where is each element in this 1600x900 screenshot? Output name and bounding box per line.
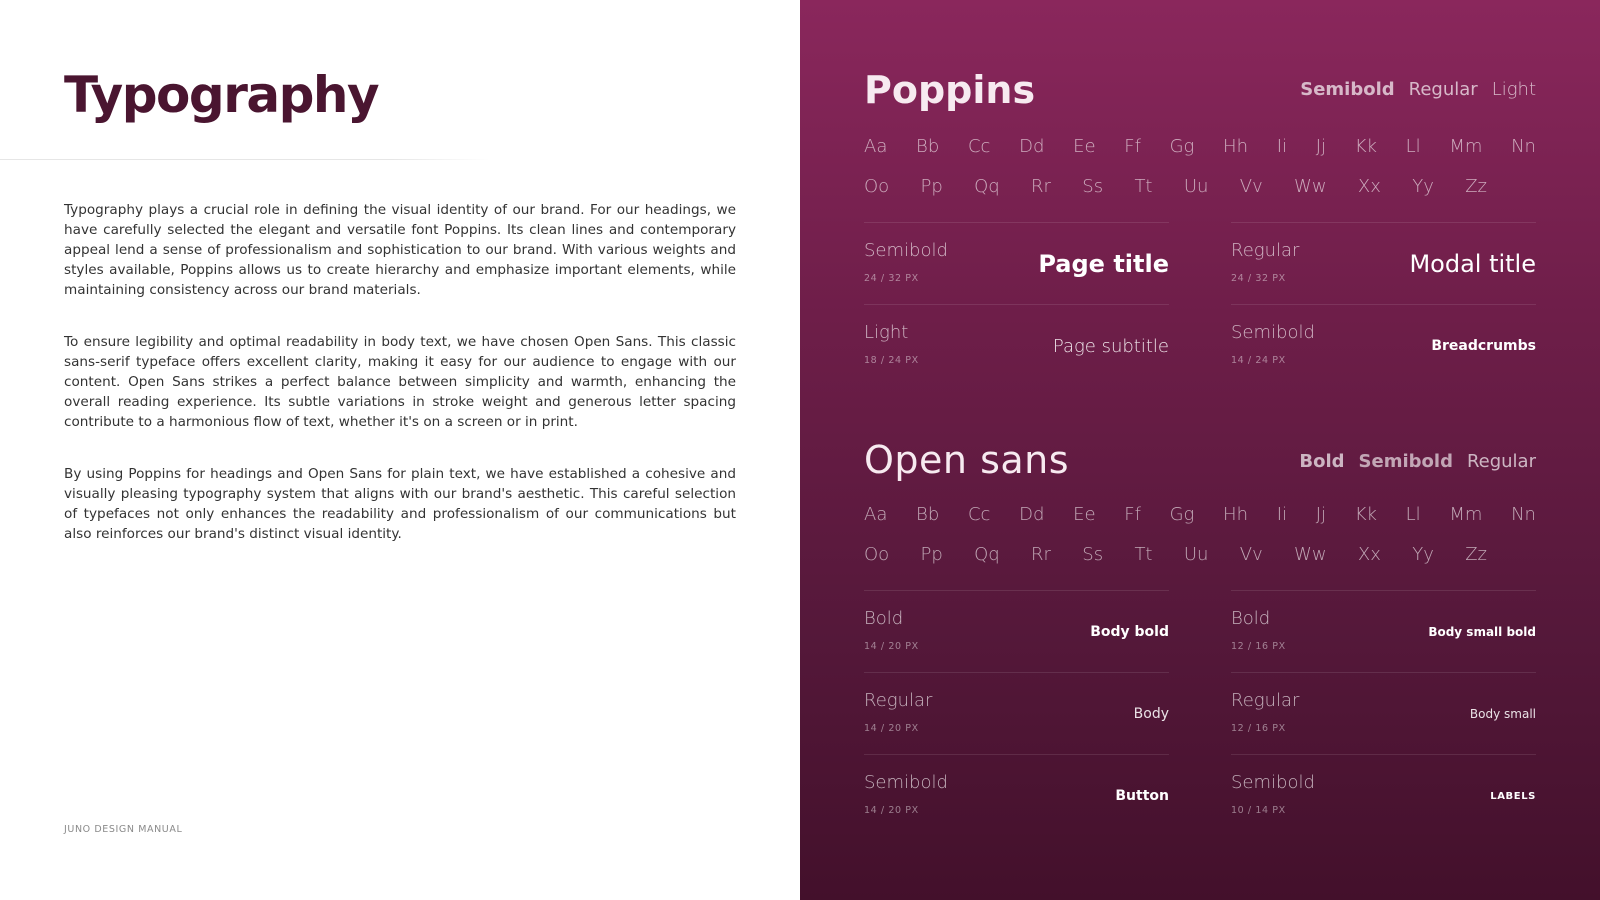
sample-weight: Regular [1231,240,1300,261]
sample-size: 10 / 14 PX [1231,805,1286,816]
glyph-pair: Yy [1412,543,1434,565]
sample-size: 24 / 32 PX [1231,273,1286,284]
sample-size: 14 / 20 PX [864,805,919,816]
glyph-pair: Zz [1465,175,1487,197]
poppins-title: Poppins [864,68,1036,112]
paragraph-summary: By using Poppins for headings and Open Sans for plain text, we have established a cohesive and visually pleasing typography system that aligns with our brand's aesthetic. This careful selection of typefaces not only enhances the readability and professionalism of our communications but also reinforces our brand's distinct visual identity. [64,466,736,542]
sample-weight: Semibold [864,240,948,261]
glyph-pair: Gg [1169,135,1195,157]
open-sans-alphabet [864,494,1536,574]
glyph-pair: Dd [1019,503,1045,525]
sample-demo: LABELS [1490,790,1536,802]
poppins-weights [1300,79,1536,100]
sample-weight: Regular [864,690,933,711]
glyph-pair: Uu [1183,175,1209,197]
glyph-pair: Ff [1124,135,1141,157]
sample-weight: Semibold [1231,772,1315,793]
glyph-pair: Ee [1073,503,1096,525]
page-title: Typography [64,66,379,124]
weight-semibold: Semibold [1300,79,1395,100]
glyph-pair: Zz [1465,543,1487,565]
glyph-pair: Ii [1276,503,1287,525]
sample-weight: Light [864,322,909,343]
glyph-pair: Qq [974,543,1000,565]
sample-page-subtitle [864,304,1169,387]
sample-weight: Regular [1231,690,1300,711]
glyph-pair: Ww [1294,543,1327,565]
sample-breadcrumbs [1231,304,1536,387]
sample-demo: Body bold [1090,624,1169,640]
glyph-pair: Pp [920,543,943,565]
open-sans-weights [1299,451,1536,472]
weight-regular: Regular [1408,79,1478,100]
sample-body-small [1231,672,1536,755]
glyph-pair: Ss [1082,175,1104,197]
glyph-pair: Dd [1019,135,1045,157]
sample-body [864,672,1169,755]
sample-demo: Body small bold [1428,625,1536,639]
paragraph-poppins: Typography plays a crucial role in defining the visual identity of our brand. For our headings, we have carefully selected the elegant and versatile font Poppins. Its clean lines and contemporary appeal lend a sense of professionalism and sophistication to our brand. With various weights and styles available, Poppins allows us to create hierarchy and emphasize important elements, while maintaining consistency across our brand materials. [64,202,736,298]
sample-modal-title [1231,222,1536,305]
sample-body-small-bold [1231,590,1536,673]
glyph-pair: Ii [1276,135,1287,157]
glyph-pair: Gg [1169,503,1195,525]
sample-demo: Body [1133,706,1169,722]
glyph-pair: Oo [864,175,890,197]
weight-semibold: Semibold [1358,451,1453,472]
glyph-pair: Bb [916,503,940,525]
weight-light: Light [1491,79,1536,100]
paragraph-open-sans: To ensure legibility and optimal readability in body text, we have chosen Open Sans. This classic sans-serif typeface offers excellent clarity, making it easy for our audience to engage with our content. Open Sans strikes a perfect balance between simplicity and warmth, enhancing the overall reading experience. Its subtle variations in stroke weight and generous letter spacing contribute to a harmonious flow of text, whether it's on a screen or in print. [64,334,736,430]
glyph-pair: Ss [1082,543,1104,565]
sample-body-bold [864,590,1169,673]
sample-size: 14 / 24 PX [1231,355,1286,366]
glyph-pair: Xx [1357,543,1381,565]
glyph-pair: Tt [1134,175,1153,197]
glyph-pair: Bb [916,135,940,157]
glyph-pair: Tt [1134,543,1153,565]
glyph-pair: Ll [1405,503,1421,525]
sample-labels [1231,754,1536,837]
glyph-pair: Oo [864,543,890,565]
glyph-pair: Hh [1223,135,1248,157]
sample-button [864,754,1169,837]
alphabet-row [864,494,1536,534]
manual-footer: JUNO DESIGN MANUAL [64,824,183,835]
sample-demo: Button [1115,788,1169,804]
glyph-pair: Ww [1294,175,1327,197]
glyph-pair: Rr [1031,543,1051,565]
sample-size: 14 / 20 PX [864,641,919,652]
weight-regular: Regular [1466,451,1536,472]
glyph-pair: Qq [974,175,1000,197]
glyph-pair: Jj [1315,135,1326,157]
glyph-pair: Vv [1239,543,1263,565]
weight-bold: Bold [1299,451,1345,472]
glyph-pair: Nn [1511,503,1536,525]
alphabet-row [864,126,1536,166]
glyph-pair: Cc [967,503,991,525]
sample-size: 24 / 32 PX [864,273,919,284]
glyph-pair: Ff [1124,503,1141,525]
title-divider [0,159,490,160]
poppins-alphabet [864,126,1536,206]
sample-demo: Page title [1038,250,1169,278]
sample-demo: Breadcrumbs [1431,338,1536,354]
sample-size: 14 / 20 PX [864,723,919,734]
glyph-pair: Cc [967,135,991,157]
alphabet-row [864,166,1487,206]
glyph-pair: Vv [1239,175,1263,197]
glyph-pair: Mm [1449,503,1483,525]
glyph-pair: Kk [1354,135,1377,157]
sample-demo: Body small [1469,707,1536,721]
sample-weight: Semibold [1231,322,1315,343]
glyph-pair: Aa [864,135,888,157]
sample-weight: Semibold [864,772,948,793]
glyph-pair: Aa [864,503,888,525]
typeface-panel [800,0,1600,900]
glyph-pair: Hh [1223,503,1248,525]
glyph-pair: Kk [1354,503,1377,525]
sample-weight: Bold [864,608,904,629]
glyph-pair: Pp [920,175,943,197]
glyph-pair: Nn [1511,135,1536,157]
sample-page-title [864,222,1169,305]
glyph-pair: Ee [1073,135,1096,157]
sample-demo: Page subtitle [1052,335,1169,357]
sample-size: 12 / 16 PX [1231,723,1286,734]
glyph-pair: Rr [1031,175,1051,197]
sample-demo: Modal title [1409,250,1536,278]
alphabet-row [864,534,1487,574]
sample-weight: Bold [1231,608,1271,629]
sample-size: 12 / 16 PX [1231,641,1286,652]
open-sans-title: Open sans [864,438,1070,482]
glyph-pair: Ll [1405,135,1421,157]
glyph-pair: Uu [1183,543,1209,565]
glyph-pair: Yy [1412,175,1434,197]
sample-size: 18 / 24 PX [864,355,919,366]
glyph-pair: Mm [1449,135,1483,157]
glyph-pair: Jj [1315,503,1326,525]
glyph-pair: Xx [1357,175,1381,197]
